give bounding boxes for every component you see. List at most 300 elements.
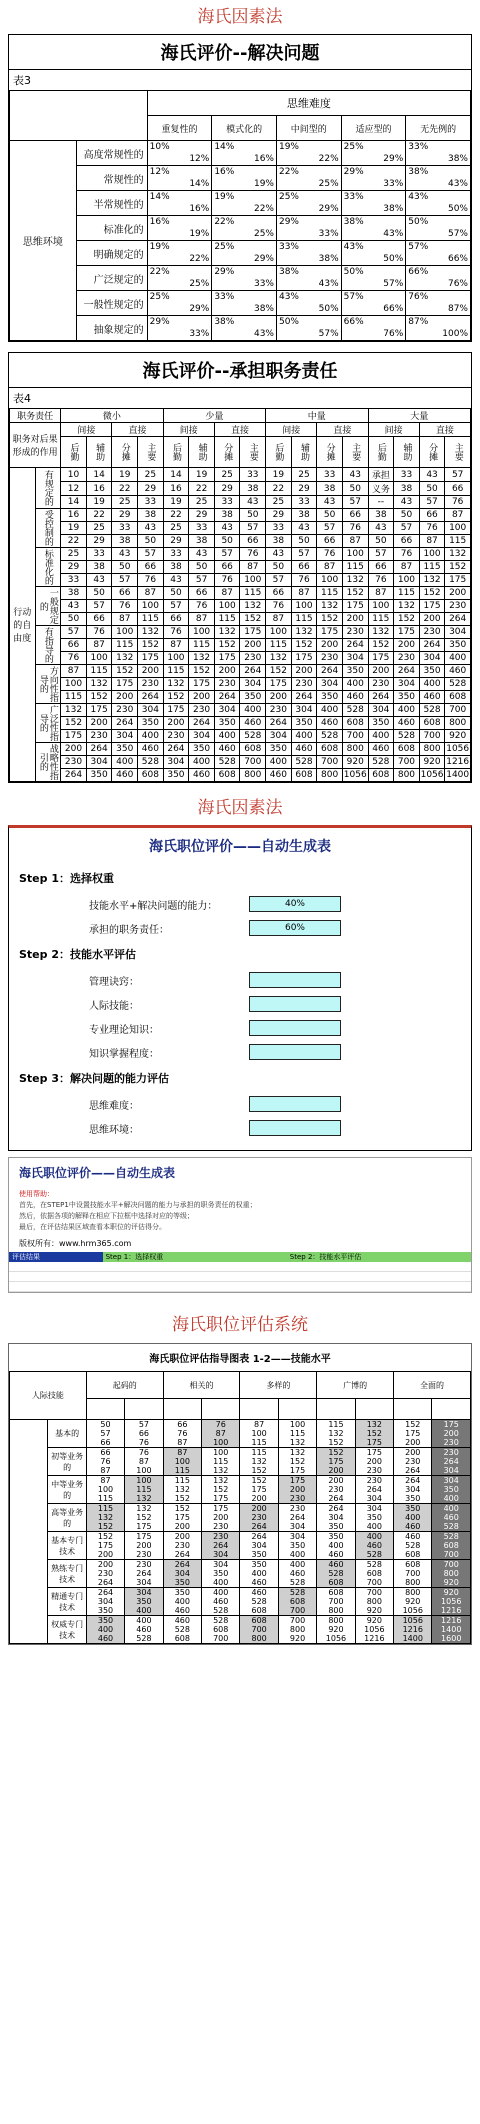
s3-input[interactable] [249, 1120, 341, 1136]
t2-cell: 132 [445, 548, 471, 561]
t2-cell: 264 [138, 691, 164, 704]
t3-cell [125, 1420, 163, 1448]
t2-cell: 87 [368, 587, 394, 600]
t2-cell: 200 [394, 639, 420, 652]
t2-cell: 22 [112, 482, 138, 496]
mini-title: 海氏职位评价——自动生成表 [19, 1166, 176, 1180]
t3-cell-value: 460 [443, 1513, 459, 1522]
t2-cell: 100 [419, 548, 445, 561]
t3-cell-value: 264 [405, 1476, 421, 1485]
t3-cell-value: 230 [213, 1522, 229, 1531]
t3-cell-value: 230 [405, 1457, 421, 1466]
t2-cell: 460 [291, 743, 317, 756]
t1-row-group: 思维环境 [10, 141, 77, 341]
step3-heading: Step 3：解决问题的能力评估 [19, 1072, 169, 1085]
t2-cell: 608 [291, 769, 317, 782]
t1-cell-high: 87% [447, 304, 468, 314]
t3-cell [432, 1588, 471, 1616]
t2-cell: 57 [266, 574, 292, 587]
t2-cell: 230 [394, 652, 420, 665]
t2-cell: 264 [291, 691, 317, 704]
t3-cell-value: 152 [213, 1485, 229, 1494]
t2-cell: 230 [163, 730, 189, 743]
t3-cell-value: 460 [251, 1588, 267, 1597]
t2-cell: 528 [342, 704, 368, 717]
t1-cell [276, 291, 341, 316]
s2-input[interactable] [249, 972, 341, 988]
t2-cell: 230 [189, 704, 215, 717]
t3-cell [355, 1560, 393, 1588]
t1-cell-low: 22% [149, 267, 170, 277]
t2-cell: 87 [163, 639, 189, 652]
t3-cell-value: 152 [405, 1420, 421, 1429]
t2-cell: 25 [112, 496, 138, 509]
t3-cell-value: 200 [174, 1532, 190, 1541]
t2-cell: 152 [138, 639, 164, 652]
t2-cell: 38 [86, 561, 112, 574]
t2-cell: 175 [240, 626, 266, 639]
t3-cell-value: 350 [366, 1513, 382, 1522]
t3-cell-value: 608 [328, 1588, 344, 1597]
t2-cell: 76 [163, 626, 189, 639]
t2-cell: 264 [61, 769, 87, 782]
t2-cell: 50 [368, 535, 394, 548]
t2-cell: 50 [112, 561, 138, 574]
t2-cell: 230 [112, 704, 138, 717]
t2-cell: 66 [163, 613, 189, 626]
t2-cell: 38 [291, 509, 317, 522]
t2-cell: 200 [368, 665, 394, 678]
step2-fields [9, 968, 471, 1064]
t2-cell: 100 [445, 522, 471, 535]
t3-cell-value: 230 [366, 1466, 382, 1475]
t1-cell-low: 25% [149, 292, 170, 302]
t3-cell-value: 264 [251, 1532, 267, 1541]
t2-cell: 350 [317, 691, 343, 704]
t2-cell: 700 [445, 704, 471, 717]
t2-cell: 400 [445, 652, 471, 665]
t2-cell: 50 [419, 482, 445, 496]
t2-cell: 43 [394, 496, 420, 509]
t3-cell [240, 1476, 278, 1504]
t2-cell: 350 [214, 717, 240, 730]
t3-cell-value: 400 [251, 1569, 267, 1578]
t1-cell-low: 43% [408, 192, 429, 202]
t3-cell [317, 1448, 355, 1476]
t2-cell: 87 [189, 613, 215, 626]
t3-row-label: 中等业务的 [48, 1476, 86, 1504]
t3-cell-value: 1056 [441, 1597, 462, 1606]
t1-cell-high: 43% [383, 229, 404, 239]
t3-cell-value: 304 [174, 1569, 190, 1578]
t3-cell-value: 528 [213, 1616, 229, 1625]
sheet2-title: 海氏评价--承担职务责任 [9, 353, 471, 388]
t3-cell-value: 230 [174, 1541, 190, 1550]
t1-cell [212, 191, 277, 216]
s2-label: 知识掌握程度： [89, 1048, 159, 1060]
t1-cell-low: 38% [214, 317, 235, 327]
t1-cell-low: 38% [278, 267, 299, 277]
t3-cell-value: 528 [443, 1532, 459, 1541]
t3-cell-value: 132 [213, 1466, 229, 1475]
t2-cell: 230 [445, 600, 471, 613]
t2-cell: 175 [291, 652, 317, 665]
t3-cell-value: 460 [136, 1625, 152, 1634]
t2-cell: 33 [317, 468, 343, 482]
t1-cell-low: 57% [408, 242, 429, 252]
t2-cell: 33 [61, 574, 87, 587]
t2-cell: 38 [240, 482, 266, 496]
t2-cell: 50 [266, 561, 292, 574]
t2-cell: 43 [240, 496, 266, 509]
t1-cell-low: 29% [343, 167, 364, 177]
s3-input[interactable] [249, 1096, 341, 1112]
s2-input[interactable] [249, 1020, 341, 1036]
t3-cell [432, 1476, 471, 1504]
t2-cell: 38 [163, 561, 189, 574]
t3-cell [317, 1420, 355, 1448]
mini-notes-heading: 使用帮助： [19, 1190, 54, 1198]
t3-cell-value: 115 [251, 1448, 267, 1457]
t3-group-header: 起码的 [86, 1372, 163, 1399]
t1-cell [341, 191, 406, 216]
t1-cell-low: 33% [343, 192, 364, 202]
t2-cell: 400 [189, 756, 215, 769]
t3-cell-value: 76 [138, 1448, 150, 1457]
t1-cell-low: 33% [214, 292, 235, 302]
t3-cell-value: 230 [366, 1476, 382, 1485]
t2-cell: 230 [419, 626, 445, 639]
t1-cell [341, 291, 406, 316]
t1-cell-high: 43% [447, 179, 468, 189]
t2-row-label: 有指导的 [35, 626, 61, 665]
t2-cell: 57 [189, 574, 215, 587]
t2-cell: 57 [342, 496, 368, 509]
t2-cell: 57 [394, 522, 420, 535]
t1-cell [212, 241, 277, 266]
t2-cell: 460 [214, 743, 240, 756]
t2-cell: 230 [342, 626, 368, 639]
t3-cell-value: 304 [289, 1522, 306, 1531]
t3-cell-value: 350 [97, 1616, 114, 1625]
t1-cell-high: 29% [253, 254, 274, 264]
t2-role-header: 分摊 [317, 437, 343, 468]
t1-cell-low: 10% [149, 142, 170, 152]
t2-cell: 76 [445, 496, 471, 509]
t1-cell-high: 25% [253, 229, 274, 239]
t2-cell: 1056 [343, 770, 367, 780]
t3-cell-value: 264 [289, 1513, 306, 1522]
t1-cell-low: 76% [408, 292, 429, 302]
t3-cell-value: 350 [213, 1569, 229, 1578]
t2-cell: 152 [61, 717, 87, 730]
s2-input[interactable] [249, 996, 341, 1012]
t2-cell: 152 [240, 613, 266, 626]
t3-sub-cell [317, 1399, 355, 1420]
t3-cell [240, 1560, 278, 1588]
t2-cell: 175 [214, 652, 240, 665]
t2-cell: 76 [240, 548, 266, 561]
t1-cell-high: 22% [318, 154, 339, 164]
t2-role-header: 主要 [138, 437, 164, 468]
t2-cell: 29 [266, 509, 292, 522]
t2-corner2: 职务对后果形成的作用 [10, 423, 61, 468]
t1-cell-low: 33% [408, 142, 429, 152]
t2-cell: 350 [163, 769, 189, 782]
t2-cell: 264 [317, 665, 343, 678]
t2-cell: 608 [138, 769, 164, 782]
t3-cell [240, 1532, 278, 1560]
t2-cell: 43 [291, 522, 317, 535]
t2-cell: 43 [419, 468, 445, 482]
t3-cell-value: 100 [251, 1429, 267, 1438]
t2-cell: 50 [342, 482, 368, 496]
t3-cell-value: 800 [289, 1625, 306, 1634]
t2-cell: 1216 [446, 757, 470, 767]
t1-cell-high: 66% [447, 254, 468, 264]
t2-cell: 38 [214, 509, 240, 522]
t2-size-header: 大量 [368, 409, 470, 423]
t2-cell: 152 [419, 587, 445, 600]
t3-group-header: 多样的 [240, 1372, 317, 1399]
t3-cell-value: 175 [136, 1532, 152, 1541]
t2-cell: 460 [342, 691, 368, 704]
mini-note-2: 然后，依据各项的解释在相应下拉框中选择对应的等级； [19, 1212, 194, 1220]
t3-cell [125, 1448, 163, 1476]
t2-cell: 57 [368, 548, 394, 561]
t2-cell: 115 [61, 691, 87, 704]
t3-cell-value: 100 [136, 1476, 152, 1485]
t2-sub-header: 间接 [163, 423, 214, 437]
t3-cell-value: 132 [251, 1457, 267, 1466]
t2-cell: 66 [394, 535, 420, 548]
t1-cell [147, 316, 212, 341]
t2-cell: 38 [189, 535, 215, 548]
s3-label: 思维难度： [89, 1100, 139, 1112]
t2-cell: 920 [445, 730, 471, 743]
t2-cell: 76 [61, 652, 87, 665]
t3-row-label: 熟练专门技术 [48, 1560, 86, 1588]
t2-cell: 400 [112, 756, 138, 769]
t3-cell-value: 304 [443, 1466, 459, 1475]
t3-cell-value: 350 [251, 1550, 267, 1559]
t3-cell-value: 87 [138, 1457, 150, 1466]
t2-cell: 115 [317, 587, 343, 600]
t1-cell-high: 12% [189, 154, 210, 164]
t1-cell [406, 166, 471, 191]
mini-bar [9, 1252, 471, 1262]
t3-cell [278, 1616, 316, 1644]
t3-cell [202, 1476, 240, 1504]
step1-heading: Step 1：选择权重 [19, 872, 114, 885]
t2-cell: 200 [61, 743, 87, 756]
t3-cell-value: 132 [289, 1438, 306, 1447]
t2-cell: 400 [240, 704, 266, 717]
t2-cell: 25 [61, 548, 87, 561]
t2-role-header: 分摊 [112, 437, 138, 468]
t2-role-header: 主要 [240, 437, 266, 468]
t1-cell-low: 50% [278, 317, 299, 327]
t3-cell-value: 132 [366, 1420, 382, 1429]
t3-cell-value: 175 [405, 1429, 421, 1438]
t3-cell [432, 1560, 471, 1588]
t1-row-label: 标准化的 [76, 216, 147, 241]
t3-cell-value: 400 [174, 1597, 190, 1606]
t2-cell: 66 [317, 535, 343, 548]
sheet-accountability [8, 352, 472, 783]
t3-cell-value: 200 [174, 1522, 190, 1531]
t2-cell: 230 [138, 678, 164, 691]
t1-cell-low: 66% [408, 267, 429, 277]
t3-cell-value: 1400 [441, 1625, 462, 1634]
t2-cell: 25 [291, 468, 317, 482]
t3-cell-value: 264 [251, 1522, 267, 1531]
weight-skill-label: 技能水平+解决问题的能力： [89, 900, 218, 912]
t1-cell [406, 316, 471, 341]
t1-cell-low: 66% [343, 317, 364, 327]
t3-cell-value: 528 [405, 1541, 421, 1550]
t3-cell [317, 1560, 355, 1588]
t2-cell: 608 [240, 743, 266, 756]
t3-cell-value: 528 [328, 1569, 344, 1578]
t2-cell: 115 [86, 665, 112, 678]
t3-cell-value: 400 [443, 1494, 459, 1503]
t1-cell-low: 16% [149, 217, 170, 227]
t3-cell-value: 175 [366, 1448, 382, 1457]
t3-cell-value: 350 [251, 1560, 267, 1569]
mini-note-3: 最后，在评估结果区域查看本职位的评估得分。 [19, 1223, 166, 1231]
t2-cell: 87 [394, 561, 420, 574]
t3-cell-value: 608 [405, 1560, 421, 1569]
weight-resp-input[interactable]: 60% [249, 920, 341, 936]
t3-cell-value: 460 [251, 1578, 267, 1587]
t2-cell: 115 [394, 587, 420, 600]
t2-cell: 460 [419, 691, 445, 704]
t1-cell [147, 166, 212, 191]
t3-cell-value: 200 [251, 1494, 267, 1503]
t2-cell: 76 [86, 626, 112, 639]
t2-cell: 22 [61, 535, 87, 548]
t2-cell: 304 [240, 678, 266, 691]
t3-cell-value: 350 [136, 1597, 152, 1606]
t2-cell: 528 [240, 730, 266, 743]
t2-cell: 175 [112, 678, 138, 691]
t2-cell: 264 [266, 717, 292, 730]
t2-role-header: 主要 [445, 437, 471, 468]
t3-cell-value: 230 [251, 1513, 267, 1522]
t2-cell: -- [368, 496, 394, 509]
t2-cell: 200 [266, 691, 292, 704]
t3-cell-value: 400 [405, 1513, 421, 1522]
t2-cell: 100 [368, 600, 394, 613]
t3-cell-value: 132 [97, 1513, 114, 1522]
t2-cell: 16 [163, 482, 189, 496]
t3-cell-value: 528 [174, 1625, 190, 1634]
t1-cell-low: 33% [278, 242, 299, 252]
t3-cell-value: 200 [97, 1560, 114, 1569]
t2-cell: 528 [138, 756, 164, 769]
t1-cell-low: 50% [408, 217, 429, 227]
s2-input[interactable] [249, 1044, 341, 1060]
t3-cell-value: 700 [366, 1578, 382, 1587]
t2-row-label: 标准化的 [35, 548, 61, 587]
t2-cell: 264 [86, 743, 112, 756]
t3-cell-value: 700 [289, 1616, 306, 1625]
t2-cell: 350 [394, 691, 420, 704]
mini-sheet [8, 1157, 472, 1293]
mini-link[interactable]: 版权所有：www.hrm365.com [19, 1239, 132, 1248]
t3-cell-value: 460 [289, 1569, 306, 1578]
t3-cell-value: 200 [366, 1457, 382, 1466]
t2-cell: 132 [214, 626, 240, 639]
t3-cell-value: 528 [366, 1560, 382, 1569]
t2-row-label: 一般规定的 [35, 587, 61, 626]
s3-row [9, 1092, 471, 1116]
t3-cell [86, 1448, 124, 1476]
weight-skill-input[interactable]: 40% [249, 896, 341, 912]
t2-cell: 43 [61, 600, 87, 613]
t2-sub-header: 直接 [112, 423, 163, 437]
t2-cell: 400 [317, 704, 343, 717]
t2-cell: 230 [240, 652, 266, 665]
t1-row-label: 常规性的 [76, 166, 147, 191]
t3-cell-value: 66 [100, 1448, 111, 1457]
t2-cell: 528 [445, 678, 471, 691]
t3-cell-value: 115 [97, 1494, 114, 1503]
t2-cell: 175 [342, 600, 368, 613]
t2-cell: 38 [368, 509, 394, 522]
t1-cell-low: 25% [214, 242, 235, 252]
t3-cell-value: 400 [289, 1560, 306, 1569]
t2-cell: 304 [368, 704, 394, 717]
t2-cell: 87 [291, 587, 317, 600]
t2-cell: 200 [214, 665, 240, 678]
t3-cell [394, 1476, 432, 1504]
t2-cell: 100 [214, 600, 240, 613]
t2-sub-header: 间接 [266, 423, 317, 437]
t3-cell-value: 264 [174, 1550, 190, 1559]
t1-cell-low: 22% [278, 167, 299, 177]
t3-cell-value: 87 [177, 1438, 188, 1447]
t1-cell [341, 316, 406, 341]
t3-sub-cell [278, 1399, 316, 1420]
t2-cell: 304 [112, 730, 138, 743]
step3-fields [9, 1092, 471, 1140]
t2-cell: 350 [342, 665, 368, 678]
t1-cell-high: 50% [318, 304, 339, 314]
t2-cell: 76 [266, 600, 292, 613]
t2-cell: 66 [189, 587, 215, 600]
t2-cell: 264 [445, 613, 471, 626]
t2-cell: 400 [342, 678, 368, 691]
t3-cell-value: 87 [254, 1420, 265, 1429]
mini-note-1: 首先，在STEP1中设置技能水平+解决问题的能力与承担的职务责任的权重； [19, 1201, 257, 1209]
t2-cell: 460 [394, 717, 420, 730]
t3-cell [202, 1616, 240, 1644]
t2-cell: 400 [266, 756, 292, 769]
t3-cell-value: 460 [174, 1606, 190, 1615]
t2-cell: 304 [86, 756, 112, 769]
t3-cell-value: 264 [443, 1457, 459, 1466]
t2-cell: 200 [112, 691, 138, 704]
t3-cell-value: 175 [97, 1541, 114, 1550]
t3-cell-value: 100 [213, 1448, 229, 1457]
t3-cell [317, 1504, 355, 1532]
t2-cell: 76 [342, 522, 368, 535]
t2-cell: 350 [291, 717, 317, 730]
t2-cell: 400 [138, 730, 164, 743]
t3-cell-value: 152 [97, 1522, 114, 1531]
